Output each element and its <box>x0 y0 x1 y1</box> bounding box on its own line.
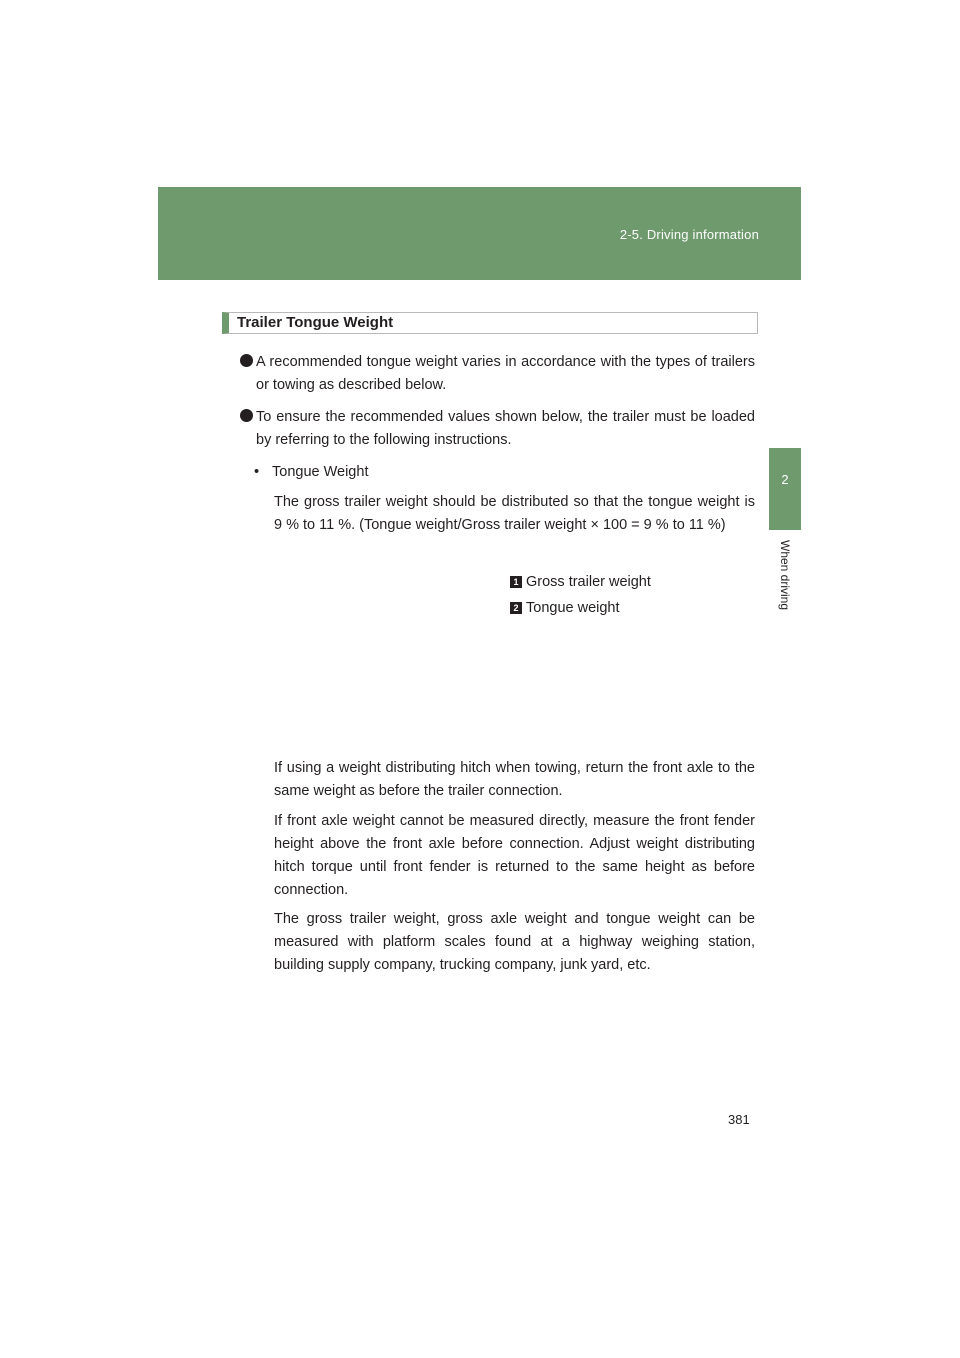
bullet-item <box>240 406 755 452</box>
tongue-weight-description: The gross trailer weight should be distributed so that the tongue weight is 9 % to 11 %. (Tongue weight/Gross trailer weight × 100 = 9 % to 11 %) <box>274 494 755 533</box>
sub-bullet <box>254 461 368 484</box>
section-title: Trailer Tongue Weight <box>237 314 394 331</box>
page-number: 381 <box>728 1112 750 1127</box>
paragraph: The gross trailer weight, gross axle weight and tongue weight can be measured with platform scales found at a highway weighing station, building supply company, trucking company, junk yard, etc. <box>274 911 755 973</box>
paragraph: If using a weight distributing hitch when towing, return the front axle to the same weight as before the trailer connection. <box>274 760 755 799</box>
number-badge: 1 <box>510 576 522 588</box>
legend-label: Gross trailer weight <box>526 574 651 590</box>
bullet-icon <box>240 409 253 422</box>
legend-item <box>510 572 651 592</box>
chapter-tab <box>769 448 801 530</box>
sub-bullet-dot: • <box>254 464 260 480</box>
header-band <box>158 187 801 280</box>
section-breadcrumb: 2-5. Driving information <box>619 227 759 242</box>
bullet-text: A recommended tongue weight varies in accordance with the types of trailers or towing as described below. <box>256 354 755 393</box>
bullet-item <box>240 351 755 397</box>
chapter-number: 2 <box>781 472 789 487</box>
section-heading <box>222 312 758 334</box>
sub-bullet-label: Tongue Weight <box>272 464 369 480</box>
bullet-icon <box>240 354 253 367</box>
bullet-text: To ensure the recommended values shown below, the trailer must be loaded by referring to the following instructions. <box>256 409 755 448</box>
paragraph: If front axle weight cannot be measured directly, measure the front fender height above the front axle before connection. Adjust weight distributing hitch torque until front fender is returned to the same height as before connection. <box>274 813 755 898</box>
number-badge: 2 <box>510 602 522 614</box>
legend-item <box>510 598 620 618</box>
legend-label: Tongue weight <box>526 600 620 616</box>
chapter-title: When driving <box>778 540 792 611</box>
